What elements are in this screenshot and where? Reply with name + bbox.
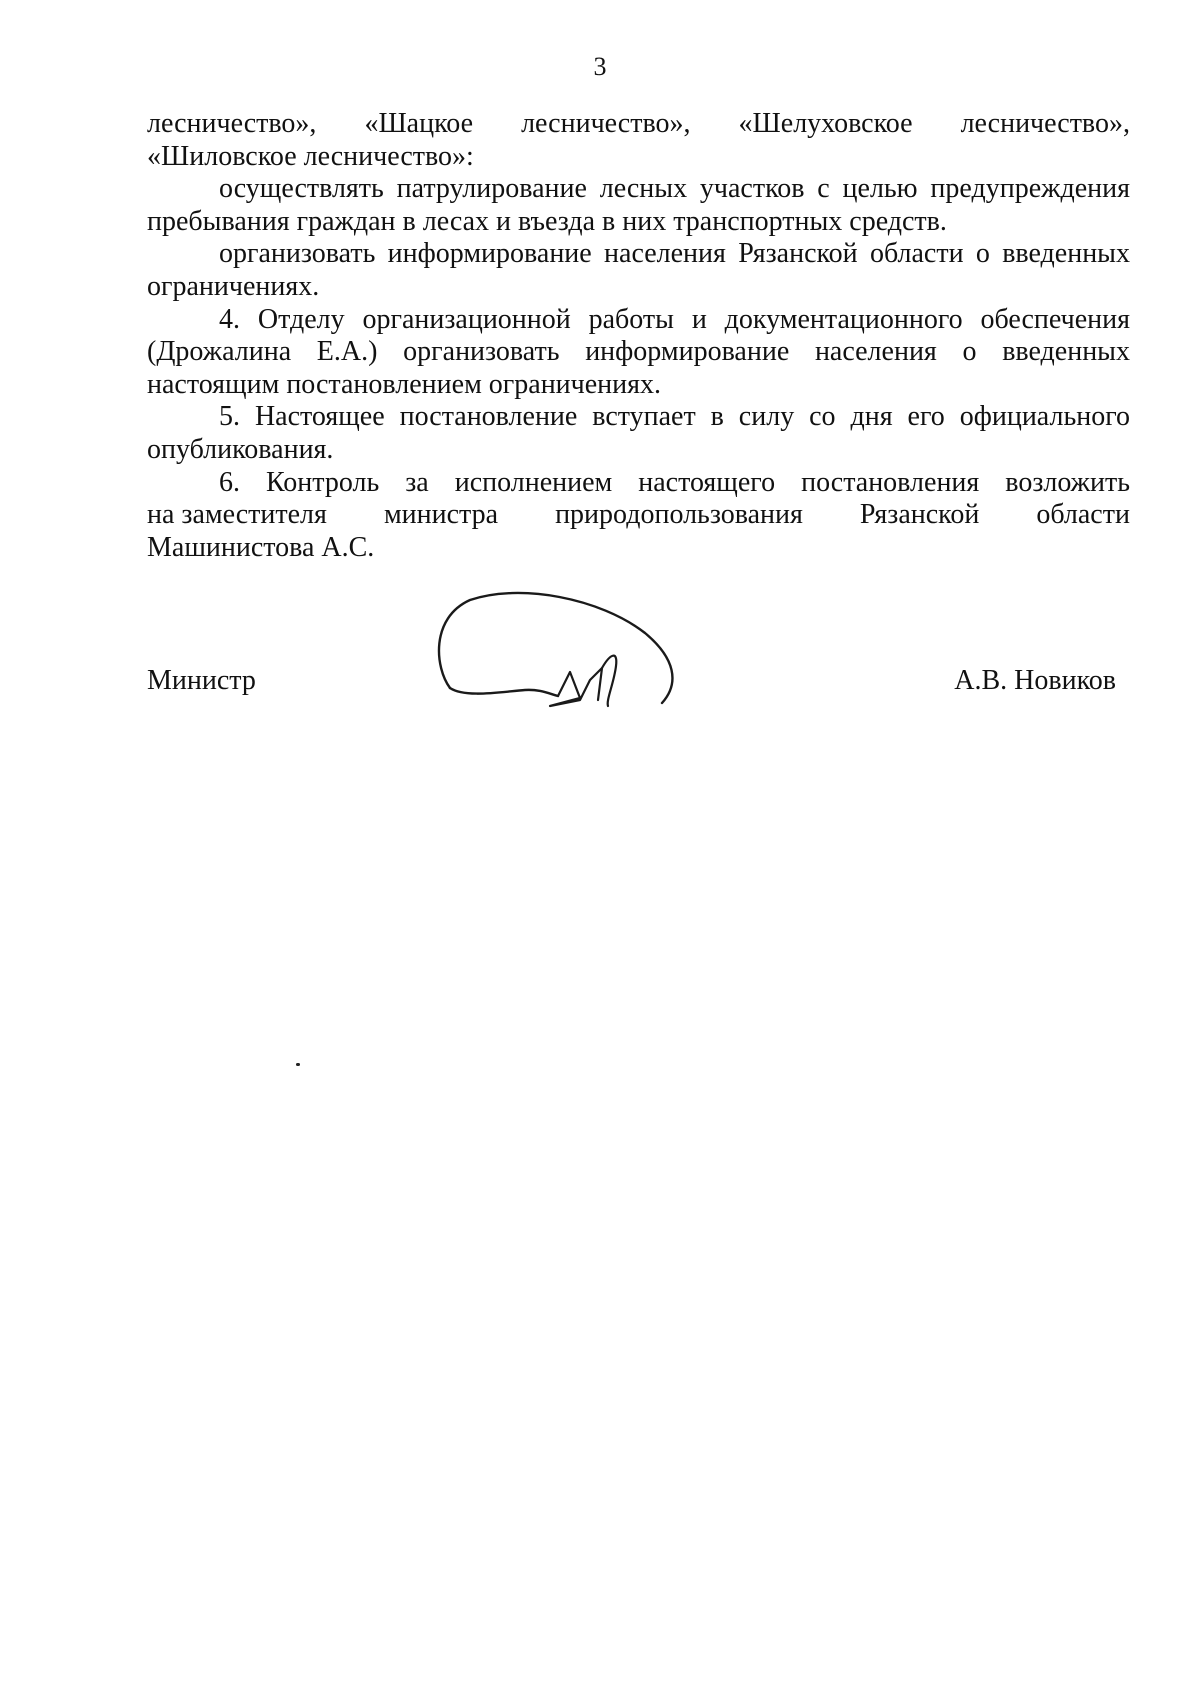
item6-word-1: на заместителя [147, 499, 327, 531]
item6-line1-text: 6. Контроль за исполнением настоящего постановления возложить [219, 466, 1130, 498]
line1-word-5: лесничество», [960, 108, 1130, 139]
paragraph-patrol: осуществлять патрулирование лесных участков с целью предупреждения пребывания граждан в лесах и въезда в них транспортных средств. [147, 173, 1130, 237]
paragraph-item-6-line-1 [147, 467, 1130, 500]
page-number: 3 [593, 52, 607, 81]
text-line-2: «Шиловское лесничество»: [147, 140, 474, 172]
item6-word-3: природопользования [555, 499, 803, 531]
paragraph-item-5: 5. Настоящее постановление вступает в силу со дня его официального опубликования. [147, 401, 1130, 465]
line1-word-4: «Шелуховское [738, 108, 913, 139]
line1-word-3: лесничество», [521, 108, 691, 139]
document-body [147, 108, 1130, 564]
item6-word-4: Рязанской [859, 499, 980, 531]
paragraph-inform-population: организовать информирование населения Рязанской области о введенных ограничениях. [147, 238, 1130, 302]
text-line-1 [147, 108, 1130, 141]
paragraph-item-6-line-3: Машинистова А.С. [147, 531, 375, 563]
paragraph-item-6-line-2 [147, 499, 1130, 532]
paragraph-item-4: 4. Отделу организационной работы и документационного обеспечения (Дрожалина Е.А.) организовать информирование населения о введенных настоящим постановлением ограничениях. [147, 303, 1130, 400]
scan-speck [296, 1063, 300, 1066]
signatory-title: Министр [147, 665, 256, 696]
signatory-name: А.В. Новиков [954, 665, 1116, 696]
line1-word-2: «Шацкое [364, 108, 474, 139]
item6-word-2: министра [383, 499, 499, 531]
line1-word-1: лесничество», [147, 108, 317, 139]
handwritten-signature [430, 588, 690, 718]
item6-word-5: области [1036, 499, 1130, 531]
